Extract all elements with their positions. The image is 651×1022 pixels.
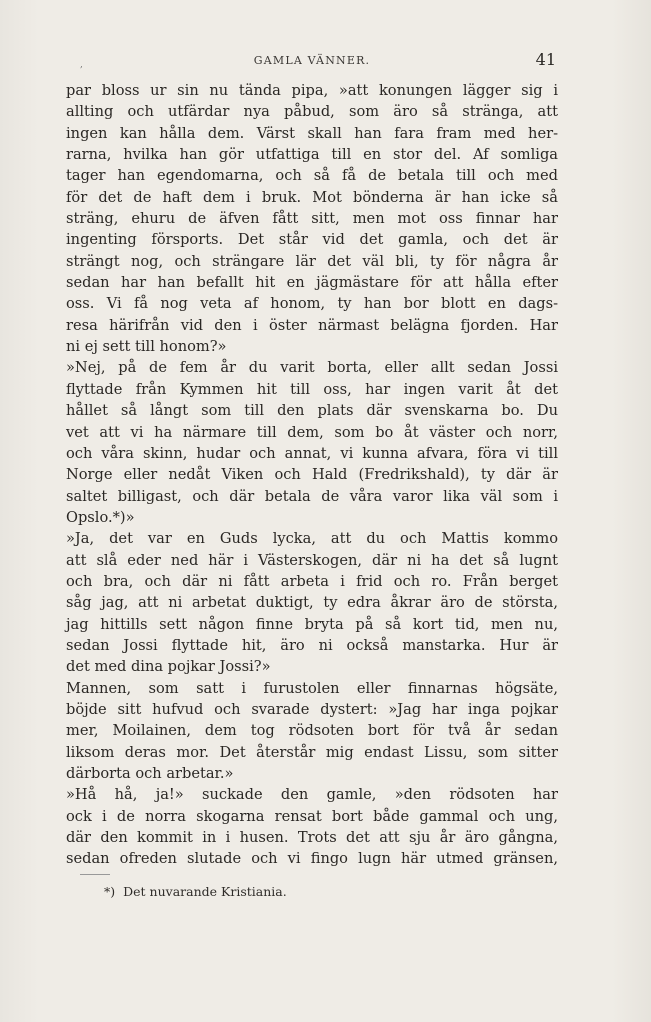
text-line: för det de haft dem i bruk. Mot bönderna är han icke så <box>66 188 558 206</box>
text-line: par bloss ur sin nu tända pipa, »att konungen lägger sig i <box>66 82 558 99</box>
text-line: Mannen, som satt i furustolen eller finnarnas högsäte, <box>66 679 558 697</box>
text-line: oss. Vi få nog veta af honom, ty han bor blott en dags- <box>66 295 558 313</box>
text-line: jag hittills sett någon finne bryta på så kort tid, men nu, <box>66 615 558 633</box>
text-line: böjde sitt hufvud och svarade dystert: »Jag har inga pojkar <box>66 700 558 718</box>
text-line: sedan Jossi flyttade hit, äro ni också manstarka. Hur är <box>66 636 558 654</box>
running-head <box>66 50 558 74</box>
text-line: och bra, och där ni fått arbeta i frid och ro. Från berget <box>66 572 558 590</box>
text-line: det med dina pojkar Jossi?» <box>66 658 271 676</box>
footnote-marker: *) <box>104 884 116 899</box>
text-line: mer, Moilainen, dem tog rödsoten bort för två år sedan <box>66 722 558 740</box>
text-line: vet att vi ha närmare till dem, som bo åt väster och norr, <box>66 423 558 441</box>
text-line: liksom deras mor. Det återstår mig endast Lissu, som sitter <box>66 743 558 761</box>
text-line: sedan har han befallt hit en jägmästare för att hålla efter <box>66 274 558 292</box>
text-line: strängt nog, och strängare lär det väl bli, ty för några år <box>66 252 558 270</box>
text-line: »Nej, på de fem år du varit borta, eller allt sedan Jossi <box>66 359 558 377</box>
footnote-rule <box>80 874 110 875</box>
text-line: att slå eder ned här i Västerskogen, där ni ha det så lugnt <box>66 551 558 569</box>
header-title: GAMLA VÄNNER. <box>253 54 371 67</box>
text-line: ingen kan hålla dem. Värst skall han fara fram med her- <box>66 124 558 142</box>
text-line: ni ej sett till honom?» <box>66 338 227 356</box>
text-line: sträng, ehuru de äfven fått sitt, men mot oss finnar har <box>66 210 558 228</box>
text-line: allting och utfärdar nya påbud, som äro så stränga, att <box>66 103 558 121</box>
text-line: därborta och arbetar.» <box>66 765 234 782</box>
text-line: rarna, hvilka han gör utfattiga till en stor del. Af somliga <box>66 146 558 164</box>
footnote <box>104 884 287 899</box>
text-line: sedan ofreden slutade och vi fingo lugn här utmed gränsen, <box>66 850 558 868</box>
text-line: Norge eller nedåt Viken och Hald (Fredrikshald), ty där är <box>66 466 558 484</box>
header-tick: , <box>80 60 83 70</box>
text-line: ock i de norra skogarna rensat bort både gammal och ung, <box>66 807 558 825</box>
text-line: och våra skinn, hudar och annat, vi kunna afvara, föra vi till <box>66 444 558 462</box>
body-text <box>66 80 558 870</box>
text-line: såg jag, att ni arbetat duktigt, ty edra åkrar äro de största, <box>66 594 558 612</box>
text-line: »Hå hå, ja!» suckade den gamle, »den rödsoten har <box>66 786 558 804</box>
text-line: flyttade från Kymmen hit till oss, har ingen varit åt det <box>66 380 558 398</box>
text-line: tager han egendomarna, och så få de betala till och med <box>66 167 558 185</box>
text-line: »Ja, det var en Guds lycka, att du och Mattis kommo <box>66 530 558 548</box>
page-number: 41 <box>535 50 556 69</box>
text-line: Opslo.*)» <box>66 508 135 526</box>
footnote-text: Det nuvarande Kristiania. <box>123 884 287 899</box>
text-line: ingenting försports. Det står vid det gamla, och det är <box>66 231 558 249</box>
text-line: saltet billigast, och där betala de våra varor lika väl som i <box>66 487 558 505</box>
text-line: resa härifrån vid den i öster närmast belägna fjorden. Har <box>66 316 558 334</box>
text-line: där den kommit in i husen. Trots det att sju år äro gångna, <box>66 829 558 847</box>
text-line: hållet så långt som till den plats där svenskarna bo. Du <box>66 402 558 420</box>
